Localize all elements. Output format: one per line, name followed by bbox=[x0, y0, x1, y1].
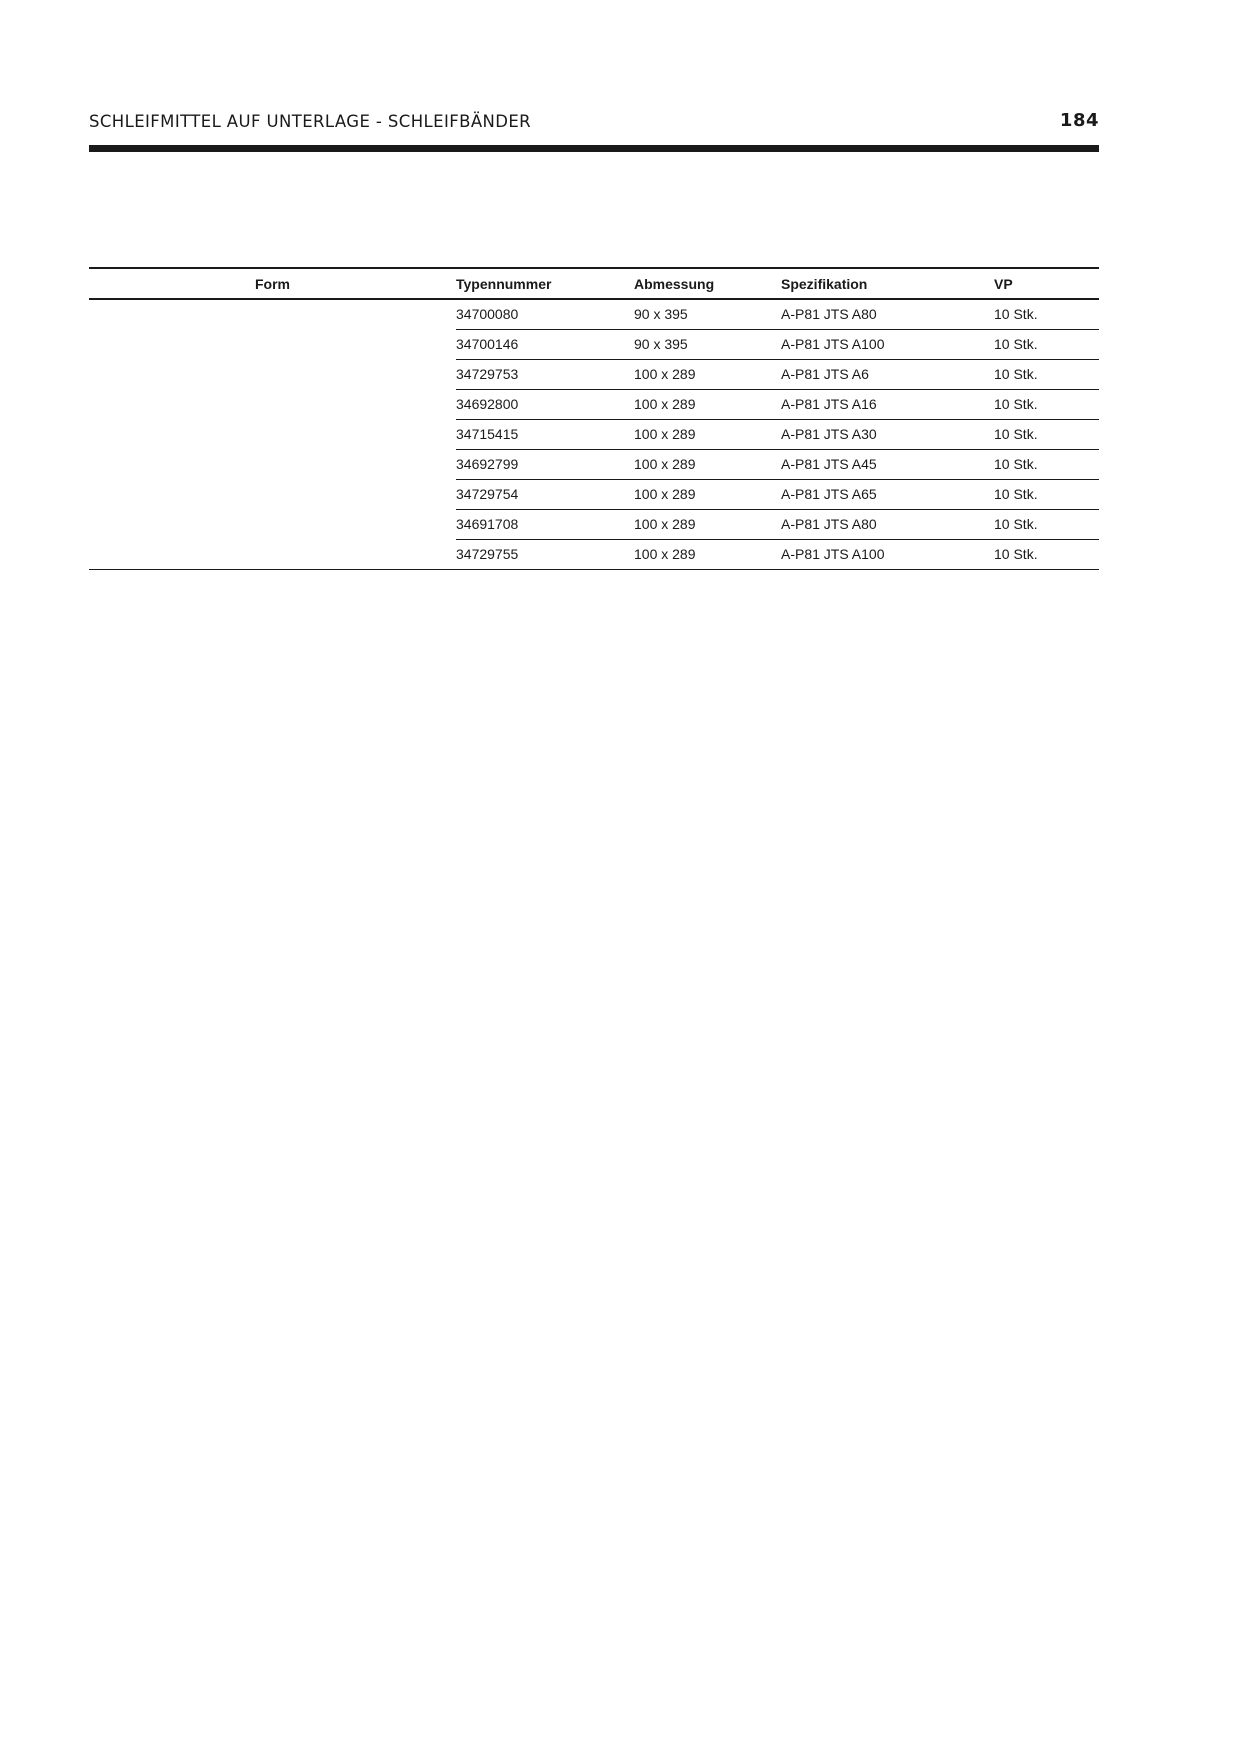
cell-vp: 10 Stk. bbox=[994, 419, 1099, 449]
cell-spezifikation: A-P81 JTS A100 bbox=[781, 329, 994, 359]
cell-vp: 10 Stk. bbox=[994, 329, 1099, 359]
cell-spezifikation: A-P81 JTS A65 bbox=[781, 479, 994, 509]
header-rule bbox=[89, 145, 1099, 152]
table-header bbox=[89, 268, 1099, 299]
cell-spezifikation: A-P81 JTS A30 bbox=[781, 419, 994, 449]
cell-vp: 10 Stk. bbox=[994, 299, 1099, 329]
cell-vp: 10 Stk. bbox=[994, 539, 1099, 569]
page-header bbox=[89, 108, 1099, 138]
cell-abmessung: 100 x 289 bbox=[634, 359, 781, 389]
cell-typennummer: 34729755 bbox=[456, 539, 634, 569]
cell-abmessung: 100 x 289 bbox=[634, 419, 781, 449]
cell-spezifikation: A-P81 JTS A80 bbox=[781, 509, 994, 539]
cell-typennummer: 34692799 bbox=[456, 449, 634, 479]
cell-vp: 10 Stk. bbox=[994, 449, 1099, 479]
cell-abmessung: 90 x 395 bbox=[634, 329, 781, 359]
cell-typennummer: 34729754 bbox=[456, 479, 634, 509]
page-number: 184 bbox=[1059, 110, 1099, 131]
cell-abmessung: 100 x 289 bbox=[634, 539, 781, 569]
cell-vp: 10 Stk. bbox=[994, 389, 1099, 419]
table-body bbox=[89, 299, 1099, 569]
column-header-form: Form bbox=[255, 275, 290, 292]
product-table bbox=[89, 267, 1099, 570]
cell-typennummer: 34700080 bbox=[456, 299, 634, 329]
cell-abmessung: 100 x 289 bbox=[634, 479, 781, 509]
cell-spezifikation: A-P81 JTS A80 bbox=[781, 299, 994, 329]
cell-typennummer: 34729753 bbox=[456, 359, 634, 389]
column-header-vp: VP bbox=[994, 275, 1013, 292]
column-header-typennummer: Typennummer bbox=[456, 275, 552, 292]
form-image-cell bbox=[89, 299, 456, 569]
section-title: SCHLEIFMITTEL AUF UNTERLAGE - SCHLEIFBÄNDER bbox=[89, 112, 532, 131]
cell-typennummer: 34700146 bbox=[456, 329, 634, 359]
cell-typennummer: 34691708 bbox=[456, 509, 634, 539]
column-header-spezifikation: Spezifikation bbox=[781, 275, 868, 292]
cell-vp: 10 Stk. bbox=[994, 509, 1099, 539]
cell-typennummer: 34715415 bbox=[456, 419, 634, 449]
cell-typennummer: 34692800 bbox=[456, 389, 634, 419]
cell-spezifikation: A-P81 JTS A16 bbox=[781, 389, 994, 419]
cell-spezifikation: A-P81 JTS A45 bbox=[781, 449, 994, 479]
cell-vp: 10 Stk. bbox=[994, 479, 1099, 509]
table-header-row bbox=[89, 268, 1099, 299]
table-row bbox=[89, 299, 1099, 329]
column-header-abmessung: Abmessung bbox=[634, 275, 715, 292]
cell-spezifikation: A-P81 JTS A6 bbox=[781, 359, 994, 389]
cell-abmessung: 90 x 395 bbox=[634, 299, 781, 329]
cell-abmessung: 100 x 289 bbox=[634, 389, 781, 419]
cell-abmessung: 100 x 289 bbox=[634, 509, 781, 539]
cell-vp: 10 Stk. bbox=[994, 359, 1099, 389]
cell-abmessung: 100 x 289 bbox=[634, 449, 781, 479]
cell-spezifikation: A-P81 JTS A100 bbox=[781, 539, 994, 569]
